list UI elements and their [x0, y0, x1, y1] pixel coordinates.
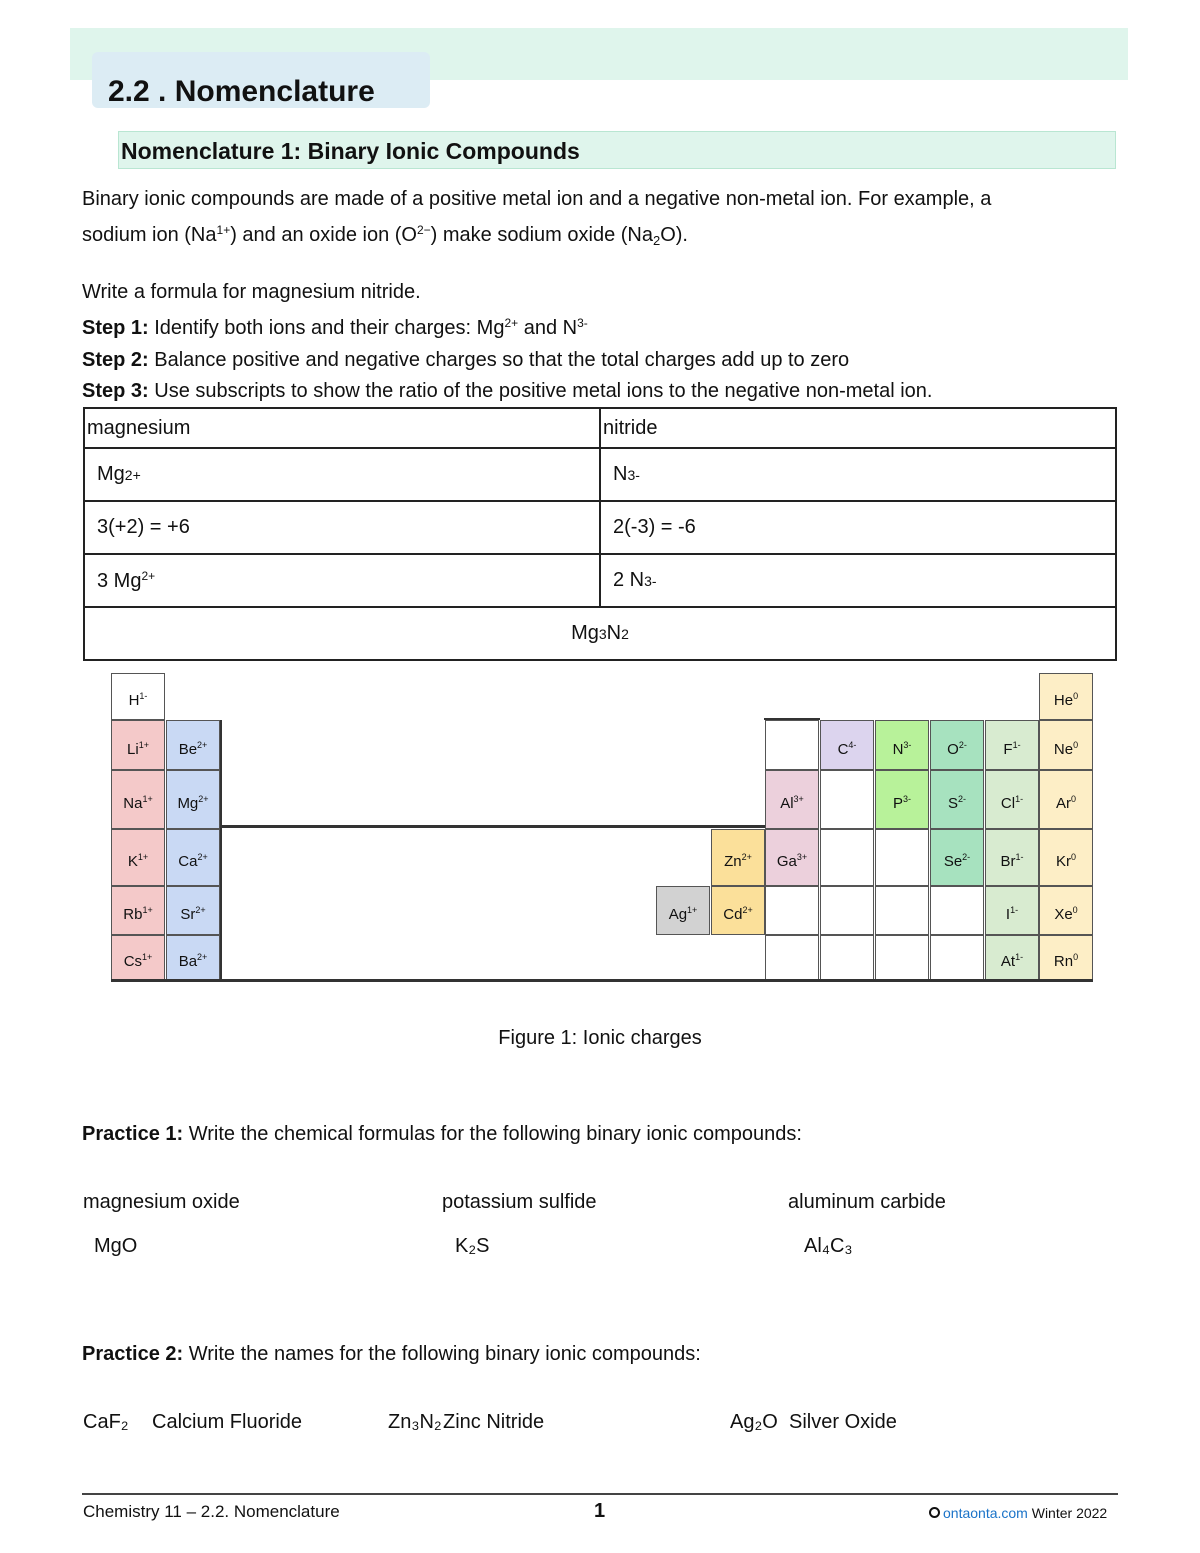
element-charge: 0 — [1073, 952, 1079, 962]
empty-element-cell — [765, 935, 819, 980]
ion-charge: 2+ — [141, 568, 156, 583]
work-header-nitride: nitride — [600, 408, 1116, 448]
element-symbol: S — [947, 795, 958, 812]
table-outline — [764, 718, 820, 720]
footer-rule — [82, 1493, 1118, 1495]
element-symbol: Kr — [1055, 853, 1071, 870]
element-cell-xe — [1039, 886, 1093, 935]
practice-2-formula: Zn₃N₂ — [388, 1411, 442, 1433]
element-symbol: P — [892, 795, 903, 812]
element-symbol: Xe — [1054, 906, 1073, 923]
element-symbol: Li — [127, 741, 139, 758]
element-symbol: Al — [780, 795, 794, 812]
practice-text: Write the chemical formulas for the following binary ionic compounds: — [183, 1123, 802, 1145]
practice-1-answer: Al₄C₃ — [804, 1235, 853, 1257]
element-symbol: At — [1000, 953, 1016, 970]
result-part: Mg — [571, 622, 599, 644]
practice-1-item-name: potassium sulfide — [442, 1191, 597, 1213]
element-charge: 2- — [958, 740, 967, 750]
element-cell-cl — [985, 770, 1039, 829]
element-cell-se — [930, 829, 984, 886]
element-cell-ar — [1039, 770, 1093, 829]
work-result — [84, 607, 1116, 660]
brand-logo-icon — [929, 1507, 940, 1518]
ion-symbol: N — [613, 463, 628, 485]
ion-symbol: 3 Mg — [97, 569, 142, 592]
element-charge: 1- — [1015, 852, 1024, 862]
element-cell-ca — [166, 829, 220, 886]
element-cell-p — [875, 770, 929, 829]
empty-element-cell — [765, 720, 819, 770]
element-charge: 2+ — [741, 852, 752, 862]
intro-text: sodium ion (Na — [82, 224, 217, 246]
element-symbol: Ba — [178, 953, 198, 970]
element-cell-ne — [1039, 720, 1093, 770]
practice-1-answer: K₂S — [455, 1235, 490, 1257]
intro-text: ) and an oxide ion (O — [230, 224, 417, 246]
element-charge: 4- — [848, 740, 857, 750]
element-symbol: K — [127, 853, 138, 870]
element-symbol: Mg — [177, 795, 199, 812]
element-charge: 0 — [1072, 905, 1078, 915]
element-charge: 3- — [903, 794, 912, 804]
step-text: Identify both ions and their charges: Mg — [148, 317, 505, 339]
step-3 — [82, 376, 932, 406]
practice-1-prompt — [82, 1119, 802, 1149]
practice-label: Practice 2: — [82, 1343, 184, 1365]
step-text: Use subscripts to show the ratio of the positive metal ions to the negative non-metal ion. — [148, 380, 933, 402]
element-cell-o — [930, 720, 984, 770]
element-cell-i — [985, 886, 1039, 935]
brand-link[interactable]: ontaonta.com — [943, 1505, 1028, 1521]
practice-1-item-name: aluminum carbide — [788, 1191, 946, 1213]
footer-course: Chemistry 11 – 2.2. Nomenclature — [83, 1502, 340, 1521]
empty-element-cell — [820, 829, 874, 886]
element-charge: 3+ — [796, 852, 808, 862]
element-symbol: Cs — [123, 953, 143, 970]
empty-element-cell — [875, 886, 929, 935]
element-symbol: N — [892, 741, 904, 758]
work-header-magnesium: magnesium — [84, 408, 600, 448]
work-cell — [84, 448, 600, 501]
element-charge: 0 — [1070, 794, 1076, 804]
element-symbol: F — [1003, 741, 1013, 758]
element-charge: 2+ — [197, 740, 208, 750]
step-charge: 3- — [577, 316, 588, 330]
result-subscript: 3 — [598, 626, 607, 642]
element-cell-li — [111, 720, 165, 770]
step-label: Step 3: — [82, 380, 149, 402]
element-charge: 1- — [139, 691, 148, 701]
element-charge: 2+ — [742, 905, 753, 915]
element-cell-al — [765, 770, 819, 829]
element-charge: 1- — [1015, 952, 1024, 962]
element-charge: 2+ — [197, 952, 208, 962]
element-cell-be — [166, 720, 220, 770]
intro-charge: 1+ — [216, 223, 231, 237]
element-symbol: I — [1005, 906, 1011, 923]
empty-element-cell — [820, 935, 874, 980]
table-outline — [220, 720, 222, 981]
practice-text: Write the names for the following binary ionic compounds: — [183, 1343, 701, 1365]
ion-symbol: Mg — [97, 463, 125, 485]
element-cell-s — [930, 770, 984, 829]
element-charge: 1+ — [142, 794, 153, 804]
practice-2-formula: Ag₂O — [730, 1411, 778, 1433]
example-prompt: Write a formula for magnesium nitride. — [82, 281, 421, 303]
intro-paragraph-line2 — [82, 215, 688, 256]
table-outline — [111, 979, 1093, 982]
element-symbol: Zn — [724, 853, 742, 870]
element-cell-br — [985, 829, 1039, 886]
ion-charge: 3- — [644, 573, 657, 589]
result-part: N — [606, 622, 622, 644]
practice-2-answer: Silver Oxide — [789, 1411, 897, 1433]
element-symbol: He — [1053, 692, 1074, 709]
element-symbol: Sr — [180, 906, 196, 923]
intro-text: O). — [660, 224, 688, 246]
step-text: and N — [518, 317, 578, 339]
section-heading: Nomenclature 1: Binary Ionic Compounds — [118, 131, 1116, 169]
empty-element-cell — [820, 886, 874, 935]
element-cell-zn — [711, 829, 765, 886]
intro-subscript: 2 — [652, 233, 661, 248]
element-cell-ag — [656, 886, 710, 935]
practice-1-answer: MgO — [94, 1235, 138, 1257]
element-cell-f — [985, 720, 1039, 770]
empty-element-cell — [765, 886, 819, 935]
element-cell-sr — [166, 886, 220, 935]
practice-2-prompt — [82, 1339, 701, 1369]
element-symbol: Ca — [178, 853, 198, 870]
practice-1-item-name: magnesium oxide — [83, 1191, 240, 1213]
footer-brand — [929, 1503, 1107, 1523]
element-symbol: H — [128, 692, 140, 709]
element-cell-k — [111, 829, 165, 886]
element-symbol: Rn — [1053, 953, 1074, 970]
step-label: Step 1: — [82, 317, 149, 339]
ion-charge: 2+ — [124, 467, 141, 483]
footer-term: Winter 2022 — [1031, 1505, 1108, 1521]
element-symbol: Br — [1000, 853, 1016, 870]
element-charge: 2+ — [195, 905, 206, 915]
work-cell: 2(-3) = -6 — [600, 501, 1116, 554]
element-cell-h — [111, 673, 165, 720]
step-charge: 2+ — [504, 316, 519, 330]
ion-symbol: 2 N — [613, 569, 645, 591]
practice-2-answer: Calcium Fluoride — [152, 1411, 303, 1433]
element-symbol: Se — [943, 853, 963, 870]
element-symbol: Cd — [723, 906, 743, 923]
element-cell-rb — [111, 886, 165, 935]
element-symbol: Na — [123, 795, 143, 812]
element-charge: 1+ — [137, 852, 149, 862]
element-symbol: O — [947, 741, 959, 758]
element-cell-ba — [166, 935, 220, 980]
element-charge: 1- — [1010, 905, 1019, 915]
element-charge: 3- — [903, 740, 912, 750]
table-outline — [220, 825, 765, 828]
step-text: Balance positive and negative charges so that the total charges add up to zero — [148, 349, 850, 371]
element-cell-at — [985, 935, 1039, 980]
element-charge: 3+ — [793, 794, 804, 804]
element-charge: 2+ — [198, 794, 209, 804]
element-charge: 2+ — [197, 852, 208, 862]
element-charge: 2- — [962, 852, 971, 862]
element-cell-rn — [1039, 935, 1093, 980]
element-charge: 0 — [1073, 691, 1079, 701]
element-cell-kr — [1039, 829, 1093, 886]
element-charge: 1- — [1012, 740, 1021, 750]
element-cell-ga — [765, 829, 819, 886]
intro-paragraph-line1: Binary ionic compounds are made of a positive metal ion and a negative non-metal ion. For example, a — [82, 188, 992, 210]
work-table — [83, 407, 1117, 661]
element-cell-na — [111, 770, 165, 829]
result-subscript: 2 — [621, 626, 629, 642]
practice-label: Practice 1: — [82, 1123, 184, 1145]
work-cell: 3(+2) = +6 — [84, 501, 600, 554]
work-cell — [600, 448, 1116, 501]
empty-element-cell — [930, 935, 984, 980]
element-symbol: Ga — [776, 853, 797, 870]
figure-caption: Figure 1: Ionic charges — [498, 1027, 702, 1049]
work-cell — [600, 554, 1116, 607]
element-charge: 2- — [958, 794, 967, 804]
practice-2-formula: CaF₂ — [83, 1411, 129, 1433]
empty-element-cell — [875, 829, 929, 886]
ion-charge: 3- — [627, 467, 640, 483]
element-charge: 1- — [1015, 794, 1024, 804]
step-1 — [82, 308, 588, 343]
empty-element-cell — [820, 770, 874, 829]
element-cell-mg — [166, 770, 220, 829]
element-cell-n — [875, 720, 929, 770]
element-symbol: Cl — [1000, 795, 1016, 812]
element-charge: 1+ — [142, 952, 153, 962]
element-charge: 1+ — [687, 905, 698, 915]
element-symbol: Ar — [1055, 795, 1071, 812]
element-symbol: Ne — [1053, 741, 1074, 758]
element-symbol: Rb — [123, 906, 143, 923]
empty-element-cell — [875, 935, 929, 980]
element-cell-c — [820, 720, 874, 770]
intro-text: ) make sodium oxide (Na — [430, 224, 653, 246]
intro-charge: 2− — [416, 223, 431, 237]
page-number: 1 — [594, 1500, 606, 1522]
element-charge: 0 — [1073, 740, 1079, 750]
page-title: 2.2 . Nomenclature — [108, 75, 375, 108]
practice-2-answer: Zinc Nitride — [443, 1411, 545, 1433]
element-symbol: Ag — [668, 906, 688, 923]
work-cell — [84, 554, 600, 607]
element-cell-cs — [111, 935, 165, 980]
element-cell-he — [1039, 673, 1093, 720]
element-charge: 1+ — [138, 740, 149, 750]
empty-element-cell — [930, 886, 984, 935]
element-symbol: Be — [178, 741, 198, 758]
element-charge: 0 — [1070, 852, 1076, 862]
element-charge: 1+ — [142, 905, 153, 915]
element-symbol: C — [837, 741, 849, 758]
step-label: Step 2: — [82, 349, 149, 371]
element-cell-cd — [711, 886, 765, 935]
step-2 — [82, 345, 849, 375]
